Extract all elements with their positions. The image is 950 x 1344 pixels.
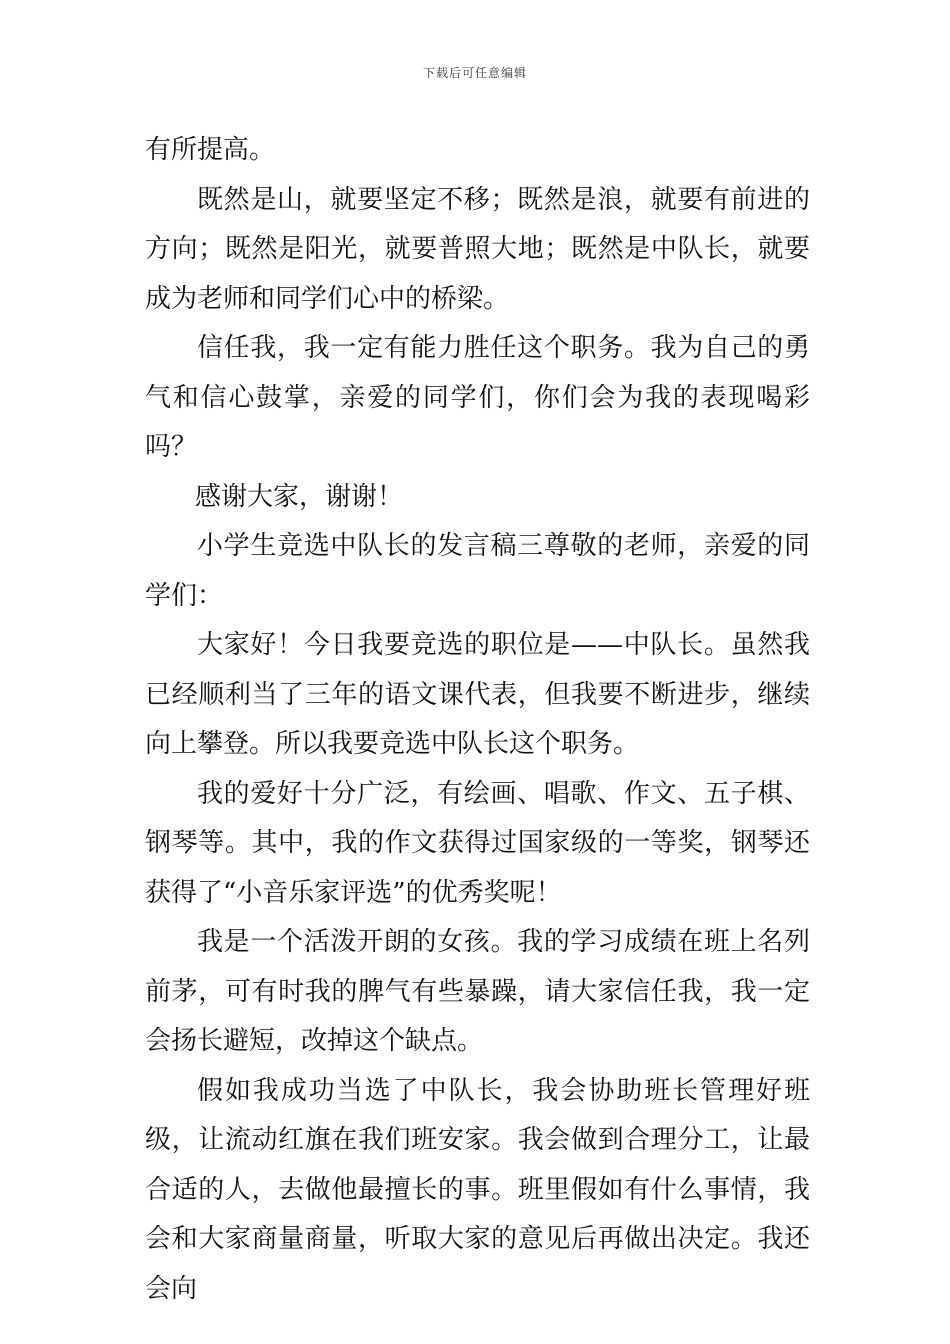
paragraph: 既然是山，就要坚定不移；既然是浪，就要有前进的方向；既然是阳光，就要普照大地；既然是中队长，就要成为老师和同学们心中的桥梁。 (145, 184, 810, 314)
paragraph-title: 小学生竞选中队长的发言稿三尊敬的老师，亲爱的同学们： (145, 531, 810, 611)
paragraph: 感谢大家，谢谢！ (195, 481, 404, 512)
paragraph: 我的爱好十分广泛，有绘画、唱歌、作文、五子棋、钢琴等。其中，我的作文获得过国家级的一等奖，钢琴还获得了“小音乐家评选”的优秀奖呢！ (145, 778, 810, 908)
paragraph: 大家好！今日我要竞选的职位是——中队长。虽然我已经顺利当了三年的语文课代表，但我要不断进步，继续向上攀登。所以我要竞选中队长这个职务。 (145, 630, 810, 759)
document-body (145, 126, 810, 1314)
paragraph: 假如我成功当选了中队长，我会协助班长管理好班级，让流动红旗在我们班安家。我会做到合理分工，让最合适的人，去做他最擅长的事。班里假如有什么事情，我会和大家商量商量，听取大家的意见后再做出决定。我还会向 (145, 1075, 810, 1304)
paragraph-continuation: 有所提高。 (145, 135, 276, 165)
page-header: 下载后可任意编辑 (422, 66, 527, 80)
paragraph: 我是一个活泼开朗的女孩。我的学习成绩在班上名列前茅，可有时我的脾气有些暴躁，请大家信任我，我一定会扬长避短，改掉这个缺点。 (145, 927, 810, 1056)
paragraph: 信任我，我一定有能力胜任这个职务。我为自己的勇气和信心鼓掌，亲爱的同学们，你们会为我的表现喝彩吗？ (145, 333, 810, 462)
